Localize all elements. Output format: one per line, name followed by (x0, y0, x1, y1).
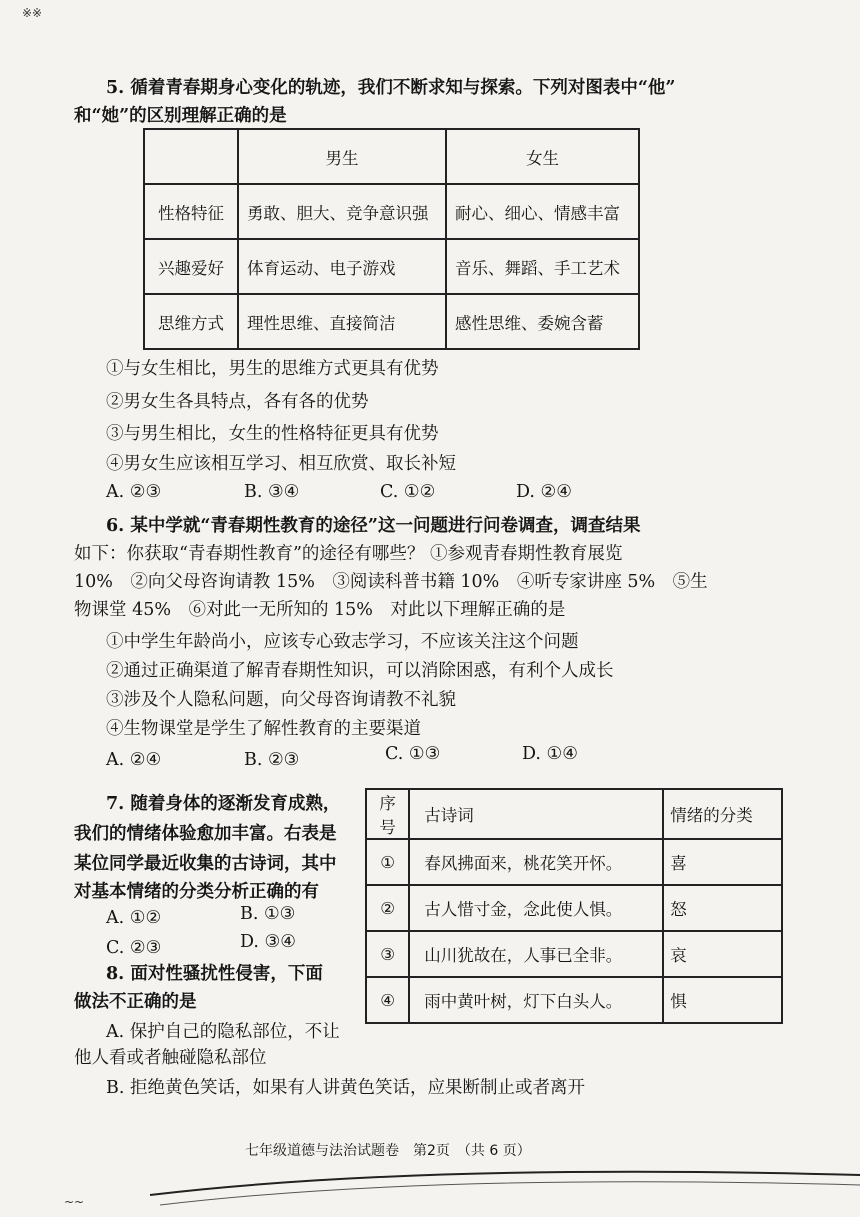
table-cell: 兴趣爱好 (144, 239, 238, 294)
table-cell: 喜 (663, 839, 782, 885)
table-row (366, 839, 782, 885)
q5-option-b: B. ③④ (244, 482, 300, 502)
q5-stem-line1: 5. 循着青春期身心变化的轨迹，我们不断求知与探索。下列对图表中“他” (106, 78, 676, 98)
table-cell: 理性思维、直接简洁 (238, 294, 446, 349)
q8-option-a-line1: A. 保护自己的隐私部位，不让 (106, 1022, 340, 1042)
table-header-cell: 序号 (366, 789, 409, 839)
table-cell: 思维方式 (144, 294, 238, 349)
q6-statement-3: ③涉及个人隐私问题，向父母咨询请教不礼貌 (106, 690, 456, 710)
table-header-row (366, 789, 782, 839)
q8-stem-line2: 做法不正确的是 (74, 992, 197, 1012)
q5-comparison-table (143, 128, 640, 350)
table-row (366, 931, 782, 977)
table-cell: 哀 (663, 931, 782, 977)
q5-statement-2: ②男女生各具特点，各有各的优势 (106, 392, 369, 412)
table-row (144, 294, 639, 349)
table-header-cell (144, 129, 238, 184)
q7-option-a: A. ①② (106, 908, 162, 928)
q8-stem-line1: 8. 面对性骚扰性侵害，下面 (106, 964, 323, 984)
q5-statement-3: ③与男生相比，女生的性格特征更具有优势 (106, 424, 439, 444)
q7-poetry-table (365, 788, 783, 1024)
table-cell: 怒 (663, 885, 782, 931)
q5-option-d: D. ②④ (516, 482, 572, 502)
table-cell: 勇敢、胆大、竞争意识强 (238, 184, 446, 239)
q8-option-a-line2: 他人看或者触碰隐私部位 (74, 1048, 267, 1068)
q5-stem-line2: 和“她”的区别理解正确的是 (74, 106, 287, 126)
q6-option-d: D. ①④ (522, 744, 578, 764)
table-cell: 音乐、舞蹈、手工艺术 (446, 239, 639, 294)
q7-stem-line4: 对基本情绪的分类分析正确的有 (74, 882, 319, 902)
paper-fold-curve (0, 1155, 860, 1217)
q7-stem-line3: 某位同学最近收集的古诗词，其中 (74, 854, 337, 874)
table-cell: 性格特征 (144, 184, 238, 239)
q6-option-c: C. ①③ (385, 744, 441, 764)
q6-stem-line3: 10% ②向父母咨询请教 15% ③阅读科普书籍 10% ④听专家讲座 5% ⑤生 (74, 572, 708, 592)
table-cell: 体育运动、电子游戏 (238, 239, 446, 294)
q6-stem-line4: 物课堂 45% ⑥对此一无所知的 15% 对此以下理解正确的是 (74, 600, 566, 620)
table-cell: 古人惜寸金，念此使人惧。 (409, 885, 663, 931)
q7-stem-line1: 7. 随着身体的逐渐发育成熟， (106, 794, 341, 814)
table-row (144, 239, 639, 294)
table-header-cell: 男生 (238, 129, 446, 184)
table-cell: ① (366, 839, 409, 885)
table-header-cell: 女生 (446, 129, 639, 184)
q7-option-d: D. ③④ (240, 932, 296, 952)
table-cell: 耐心、细心、情感丰富 (446, 184, 639, 239)
q6-option-b: B. ②③ (244, 750, 300, 770)
q5-option-c: C. ①② (380, 482, 436, 502)
bottom-mark: ~~ (64, 1195, 85, 1209)
table-row (366, 977, 782, 1023)
table-cell: 雨中黄叶树，灯下白头人。 (409, 977, 663, 1023)
page-footer: 七年级道德与法治试题卷 第2页 （共 6 页） (245, 1143, 531, 1159)
q6-statement-1: ①中学生年龄尚小，应该专心致志学习，不应该关注这个问题 (106, 632, 579, 652)
corner-mark: ※※ (22, 6, 43, 20)
q7-option-b: B. ①③ (240, 904, 296, 924)
q5-option-a: A. ②③ (106, 482, 162, 502)
q5-statement-4: ④男女生应该相互学习、相互欣赏、取长补短 (106, 454, 456, 474)
table-cell: ② (366, 885, 409, 931)
table-cell: ④ (366, 977, 409, 1023)
table-header-cell: 古诗词 (409, 789, 663, 839)
q6-statement-4: ④生物课堂是学生了解性教育的主要渠道 (106, 719, 421, 739)
table-header-cell: 情绪的分类 (663, 789, 782, 839)
q8-option-b: B. 拒绝黄色笑话，如果有人讲黄色笑话，应果断制止或者离开 (106, 1078, 585, 1098)
table-cell: 惧 (663, 977, 782, 1023)
q6-stem-line1: 6. 某中学就“青春期性教育的途径”这一问题进行问卷调查，调查结果 (106, 516, 641, 536)
table-cell: 感性思维、委婉含蓄 (446, 294, 639, 349)
q7-stem-line2: 我们的情绪体验愈加丰富。右表是 (74, 824, 337, 844)
table-row (366, 885, 782, 931)
q7-option-c: C. ②③ (106, 938, 162, 958)
q6-option-a: A. ②④ (106, 750, 162, 770)
table-row (144, 184, 639, 239)
q6-stem-line2: 如下：你获取“青春期性教育”的途径有哪些？ ①参观青春期性教育展览 (74, 544, 623, 564)
table-cell: 山川犹故在，人事已全非。 (409, 931, 663, 977)
table-cell: ③ (366, 931, 409, 977)
q6-statement-2: ②通过正确渠道了解青春期性知识，可以消除困惑，有利个人成长 (106, 661, 614, 681)
table-header-row (144, 129, 639, 184)
table-cell: 春风拂面来，桃花笑开怀。 (409, 839, 663, 885)
q5-statement-1: ①与女生相比，男生的思维方式更具有优势 (106, 359, 439, 379)
